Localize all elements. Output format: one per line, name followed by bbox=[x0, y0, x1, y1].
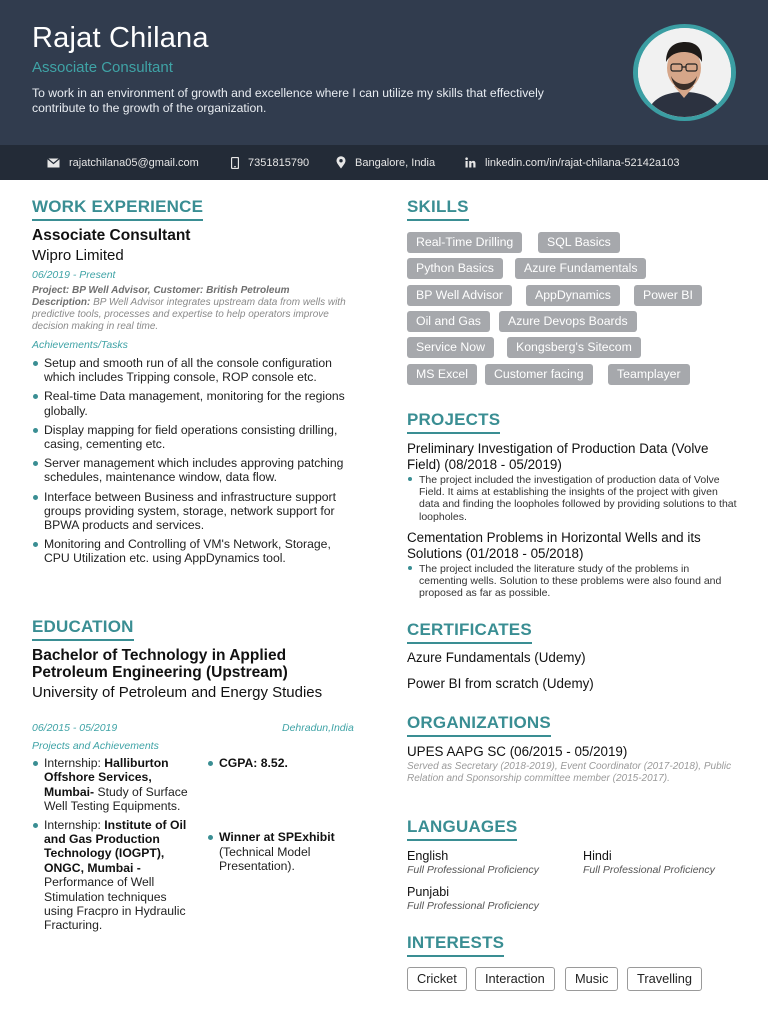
internship-detail: Study of Surface Well Testing Equipments. bbox=[44, 784, 188, 814]
list-item: Real-time Data management, monitoring for the regions globally. bbox=[32, 389, 352, 417]
education-location: Dehradun,India bbox=[282, 722, 354, 734]
language-level: Full Professional Proficiency bbox=[583, 864, 715, 876]
linkedin-icon bbox=[465, 157, 476, 168]
contact-email-text: rajatchilana05@gmail.com bbox=[69, 156, 199, 169]
language-level: Full Professional Proficiency bbox=[407, 864, 539, 876]
list-item bbox=[207, 830, 367, 873]
contact-location bbox=[336, 145, 435, 180]
avatar-illustration bbox=[638, 28, 731, 117]
skill-tag: Power BI bbox=[634, 285, 702, 306]
skill-tag: Service Now bbox=[407, 337, 494, 358]
project-details bbox=[407, 474, 737, 523]
interest-tag: Music bbox=[565, 967, 618, 991]
skill-tag: Azure Devops Boards bbox=[499, 311, 637, 332]
organizations-heading: ORGANIZATIONS bbox=[407, 713, 551, 737]
award-detail: (Technical Model Presentation). bbox=[219, 844, 311, 874]
skill-tag: Python Basics bbox=[407, 258, 503, 279]
university-name: University of Petroleum and Energy Studies bbox=[32, 684, 323, 701]
list-item: The project included the investigation of production data of Volve Field. It aims at establishing the insights of the project with given data and finding the loopholes followed by providing solutions to that loopholes. bbox=[407, 474, 737, 523]
objective-statement: To work in an environment of growth and excellence where I can utilize my skills that effectively contribute to the growth of the organization. bbox=[32, 86, 544, 115]
language-name: English bbox=[407, 849, 449, 863]
degree-title: Bachelor of Technology in Applied Petroleum Engineering (Upstream) bbox=[32, 647, 288, 681]
profile-photo bbox=[638, 28, 731, 117]
job-title: Associate Consultant bbox=[32, 227, 191, 244]
internship-company: Halliburton Offshore Services, Mumbai- bbox=[44, 756, 169, 799]
skill-tag: Teamplayer bbox=[608, 364, 690, 385]
contact-linkedin[interactable] bbox=[465, 145, 679, 180]
job-project-description bbox=[32, 285, 352, 333]
description-text: BP Well Advisor integrates upstream data from wells with predictive tools, processes and expertise to help operators improve decision making in real time. bbox=[32, 297, 346, 332]
skill-tag: Azure Fundamentals bbox=[515, 258, 646, 279]
list-item: Server management which includes approving patching schedules, maintenance window, data flow. bbox=[32, 456, 352, 484]
language-name: Hindi bbox=[583, 849, 612, 863]
skill-tag: Oil and Gas bbox=[407, 311, 490, 332]
list-item: Display mapping for field operations consisting drilling, casing, cementing etc. bbox=[32, 423, 352, 451]
phone-icon bbox=[231, 157, 239, 169]
education-projects-label: Projects and Achievements bbox=[32, 740, 159, 752]
interests-heading: INTERESTS bbox=[407, 933, 504, 957]
list-item bbox=[32, 818, 192, 933]
skill-tag: Customer facing bbox=[485, 364, 593, 385]
projects-heading: PROJECTS bbox=[407, 410, 500, 434]
education-achievements-left bbox=[32, 756, 192, 937]
certificate-item: Power BI from scratch (Udemy) bbox=[407, 676, 594, 691]
language-level: Full Professional Proficiency bbox=[407, 900, 539, 912]
certificates-heading: CERTIFICATES bbox=[407, 620, 532, 644]
project-label: Project: bbox=[32, 285, 70, 296]
work-experience-heading: WORK EXPERIENCE bbox=[32, 197, 203, 221]
contact-phone[interactable] bbox=[231, 145, 309, 180]
education-dates: 06/2015 - 05/2019 bbox=[32, 722, 118, 734]
achievements-list bbox=[32, 356, 352, 571]
interest-tag: Cricket bbox=[407, 967, 467, 991]
interest-tag: Travelling bbox=[627, 967, 702, 991]
internship-prefix: Internship: bbox=[44, 817, 105, 832]
skill-tag: Real-Time Drilling bbox=[407, 232, 522, 253]
project-title: Preliminary Investigation of Production Data (Volve Field) (08/2018 - 05/2019) bbox=[407, 441, 709, 472]
internship-detail: Performance of Well Stimulation techniques using Fracpro in Hydraulic Fracturing. bbox=[44, 875, 186, 933]
list-item: Setup and smooth run of all the console configuration which includes Tripping console, ROP console etc. bbox=[32, 356, 352, 384]
contact-bar bbox=[0, 145, 768, 180]
description-label: Description: bbox=[32, 297, 91, 308]
cgpa: CGPA: 8.52. bbox=[219, 756, 288, 770]
organization-title: UPES AAPG SC (06/2015 - 05/2019) bbox=[407, 744, 628, 759]
location-pin-icon bbox=[336, 156, 346, 169]
education-achievements-right bbox=[207, 756, 367, 878]
candidate-role: Associate Consultant bbox=[32, 59, 173, 76]
interest-tag: Interaction bbox=[475, 967, 555, 991]
project-text: BP Well Advisor, Customer: British Petroleum bbox=[72, 285, 290, 296]
education-heading: EDUCATION bbox=[32, 617, 134, 641]
header-banner bbox=[0, 0, 768, 145]
skill-tag: MS Excel bbox=[407, 364, 477, 385]
contact-location-text: Bangalore, India bbox=[355, 156, 436, 169]
languages-heading: LANGUAGES bbox=[407, 817, 517, 841]
organization-description: Served as Secretary (2018-2019), Event Coordinator (2017-2018), Public Relation and Sponsorship committee member (2015-2017). bbox=[407, 761, 732, 784]
skill-tag: BP Well Advisor bbox=[407, 285, 512, 306]
candidate-name: Rajat Chilana bbox=[32, 22, 209, 54]
list-item: The project included the literature study of the problems in cementing wells. Solution to these problems were also found and proposed as far as possible. bbox=[407, 563, 737, 600]
achievements-label: Achievements/Tasks bbox=[32, 339, 128, 351]
certificate-item: Azure Fundamentals (Udemy) bbox=[407, 650, 586, 665]
project-details bbox=[407, 563, 737, 600]
skills-heading: SKILLS bbox=[407, 197, 469, 221]
skill-tag: AppDynamics bbox=[526, 285, 620, 306]
skill-tag: Kongsberg's Sitecom bbox=[507, 337, 641, 358]
internship-company: Institute of Oil and Gas Production Technology (IOGPT), ONGC, Mumbai - bbox=[44, 817, 187, 875]
skill-tag: SQL Basics bbox=[538, 232, 620, 253]
award-title: Winner at SPExhibit bbox=[219, 830, 335, 845]
internship-prefix: Internship: bbox=[44, 756, 105, 770]
list-item: Interface between Business and infrastructure support groups providing system, storage, network support for BPWA products and services. bbox=[32, 490, 352, 533]
job-dates: 06/2019 - Present bbox=[32, 269, 116, 281]
company-name: Wipro Limited bbox=[32, 247, 124, 264]
list-item bbox=[207, 756, 367, 770]
list-item: Monitoring and Controlling of VM's Network, Storage, CPU Utilization etc. using AppDynamics tool. bbox=[32, 537, 352, 565]
contact-phone-text: 7351815790 bbox=[248, 156, 310, 169]
contact-email[interactable] bbox=[47, 145, 199, 180]
language-name: Punjabi bbox=[407, 885, 450, 899]
list-item bbox=[32, 756, 192, 814]
contact-linkedin-text: linkedin.com/in/rajat-chilana-52142a103 bbox=[485, 156, 680, 169]
project-title: Cementation Problems in Horizontal Wells and its Solutions (01/2018 - 05/2018) bbox=[407, 530, 701, 561]
email-icon bbox=[47, 158, 60, 168]
